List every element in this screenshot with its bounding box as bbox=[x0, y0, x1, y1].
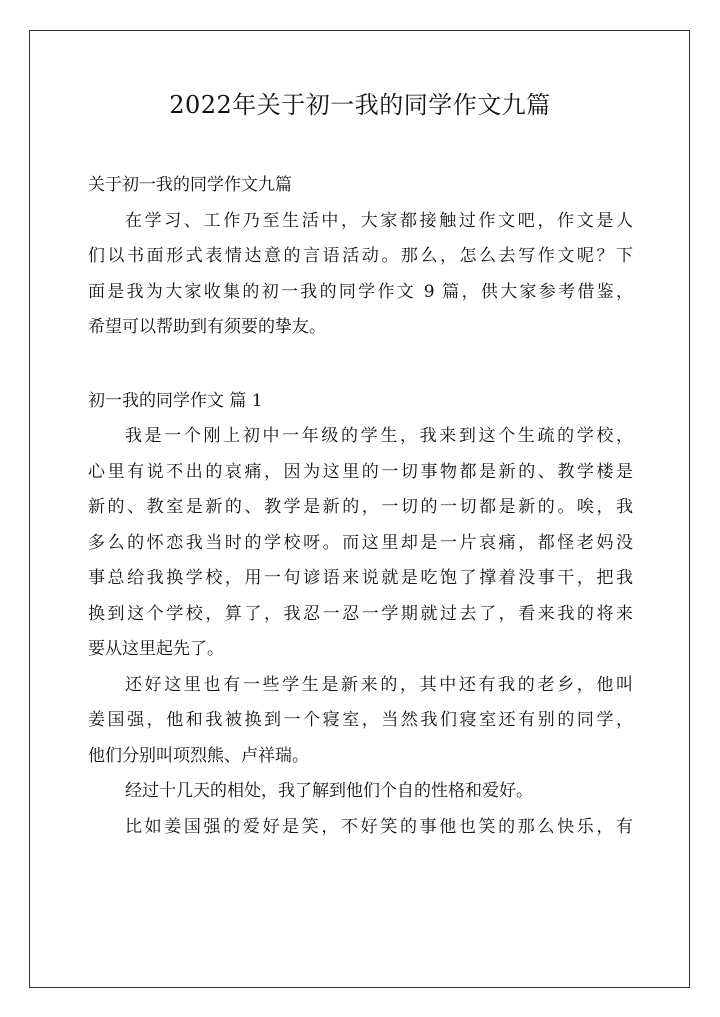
paragraph-line: 心里有说不出的哀痛，因为这里的一切事物都是新的、教学楼是 bbox=[88, 461, 633, 482]
intro-heading: 关于初一我的同学作文九篇 bbox=[88, 175, 292, 195]
paragraph-line: 比如姜国强的爱好是笑，不好笑的事他也笑的那么快乐，有 bbox=[125, 816, 633, 837]
paragraph-gap bbox=[88, 346, 633, 384]
paragraph-line: 新的、教室是新的、教学是新的，一切的一切都是新的。唉，我 bbox=[88, 497, 633, 517]
paragraph-line: 还好这里也有一些学生是新来的，其中还有我的老乡，他叫 bbox=[125, 674, 633, 695]
intro-line: 面是我为大家收集的初一我的同学作文 9 篇，供大家参考借鉴， bbox=[88, 281, 633, 302]
section-heading: 初一我的同学作文 篇 1 bbox=[88, 390, 263, 411]
paragraph-line: 事总给我换学校，用一句谚语来说就是吃饱了撑着没事干，把我 bbox=[88, 568, 633, 588]
paragraph-line: 换到这个学校，算了，我忍一忍一学期就过去了，看来我的将来 bbox=[88, 603, 633, 624]
paragraph-line: 他们分别叫项烈熊、卢祥瑞。 bbox=[88, 745, 309, 766]
paragraph-line: 多么的怀恋我当时的学校呀。而这里却是一片哀痛，都怪老妈没 bbox=[88, 532, 633, 553]
intro-line: 希望可以帮助到有须要的挚友。 bbox=[88, 317, 326, 337]
paragraph-line: 我是一个刚上初中一年级的学生，我来到这个生疏的学校， bbox=[125, 426, 633, 446]
document-title: 2022年关于初一我的同学作文九篇 bbox=[169, 91, 551, 119]
paragraph-line: 姜国强，他和我被换到一个寝室，当然我们寝室还有别的同学， bbox=[88, 710, 633, 730]
document-body bbox=[88, 168, 633, 845]
paragraph-line: 要从这里起先了。 bbox=[88, 639, 224, 659]
intro-line: 在学习、工作乃至生活中，大家都接触过作文吧，作文是人 bbox=[125, 210, 633, 231]
paragraph-line: 经过十几天的相处，我了解到他们个自的性格和爱好。 bbox=[125, 781, 533, 801]
intro-line: 们以书面形式表情达意的言语活动。那么，怎么去写作文呢？下 bbox=[88, 246, 633, 266]
